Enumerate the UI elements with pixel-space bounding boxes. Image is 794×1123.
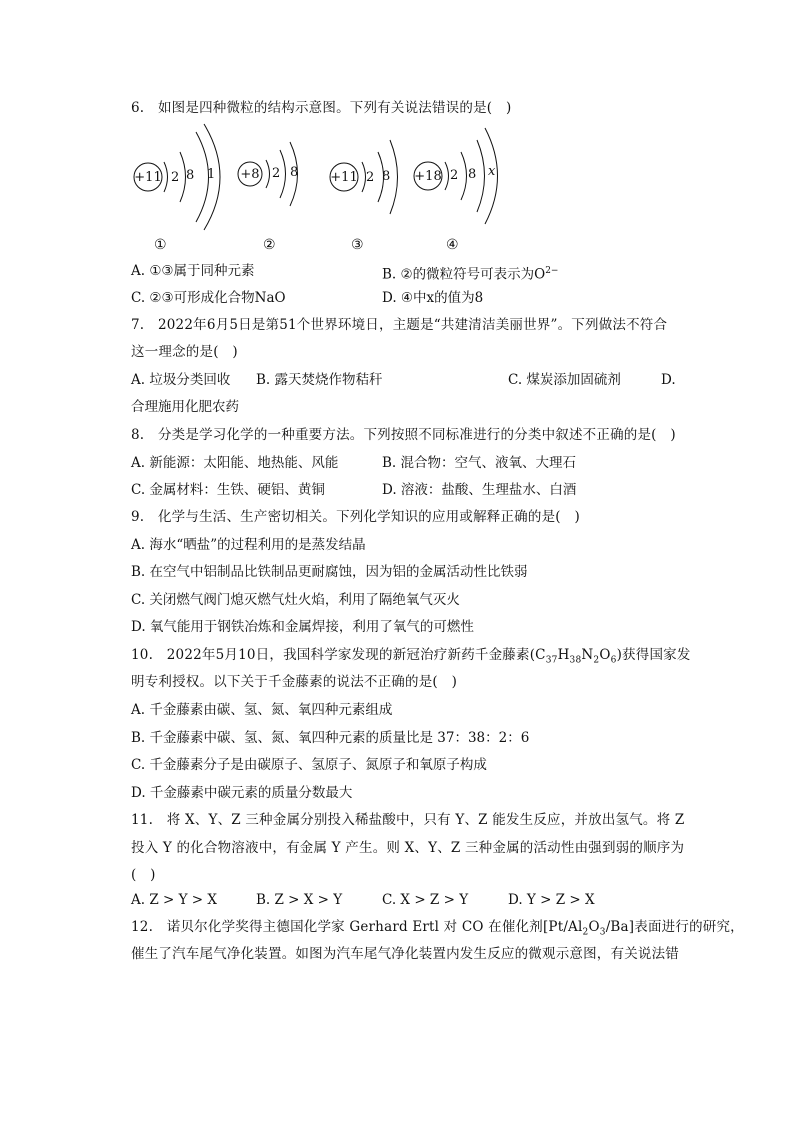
nucleus-text-4: +18 <box>414 169 442 184</box>
q8-option-d: D. 溶液：盐酸、生理盐水、白酒 <box>382 482 577 498</box>
q7-option-d-label: D. <box>661 372 676 388</box>
question-11-stem-line1: 11. 将 X、Y、Z 三种金属分别投入稀盐酸中，只有 Y、Z 能发生反应，并放出氢气。将 Z <box>131 812 685 828</box>
shell-text-1-3: 1 <box>207 167 216 182</box>
q12-o: O <box>588 919 600 935</box>
question-8-stem: 8. 分类是学习化学的一种重要方法。下列按照不同标准进行的分类中叙述不正确的是( ) <box>131 427 676 443</box>
question-10-stem-line1 <box>131 646 691 670</box>
q11-option-d: D. Y > Z > X <box>508 892 595 908</box>
atom-label-1: ① <box>154 237 167 253</box>
shell-text-3-1: 2 <box>366 170 375 185</box>
shell-arc-4-2 <box>461 152 467 200</box>
q6-option-b-charge: 2− <box>545 266 559 276</box>
atom-structure-svg <box>128 122 528 257</box>
q12-stem-post: /Ba]表面进行的研究， <box>605 919 744 935</box>
q10-sub-c: 37 <box>545 655 558 666</box>
q10-option-d: D. 千金藤素中碳元素的质量分数最大 <box>131 785 353 801</box>
q8-option-a: A. 新能源：太阳能、地热能、风能 <box>131 455 339 471</box>
shell-text-2-2: 8 <box>290 165 299 180</box>
question-7-stem-line2: 这一理念的是( ) <box>131 344 238 360</box>
q12-sub-al: 2 <box>582 927 589 938</box>
q8-option-c: C. 金属材料：生铁、硬铝、黄铜 <box>131 482 325 498</box>
shell-text-2-1: 2 <box>272 166 281 181</box>
shell-text-4-3: x <box>488 164 496 179</box>
q10-sub-o: 6 <box>610 655 617 666</box>
q10-stem-post: )获得国家发 <box>616 647 691 663</box>
q7-option-c: C. 煤炭添加固硫剂 <box>508 372 621 388</box>
shell-text-4-2: 8 <box>468 167 477 182</box>
q10-option-c: C. 千金藤素分子是由碳原子、氢原子、氮原子和氧原子构成 <box>131 757 487 773</box>
q6-option-c: C. ②③可形成化合物NaO <box>131 290 286 306</box>
question-10-stem-line2: 明专利授权。以下关于千金藤素的说法不正确的是( ) <box>131 674 458 690</box>
q7-option-a: A. 垃圾分类回收 <box>131 372 231 388</box>
question-12-stem-line1 <box>131 918 744 942</box>
q9-option-c: C. 关闭燃气阀门熄灭燃气灶火焰，利用了隔绝氧气灭火 <box>131 592 460 608</box>
q11-option-c: C. X > Z > Y <box>382 892 469 908</box>
shell-text-1-2: 8 <box>186 168 195 183</box>
q7-option-b: B. 露天焚烧作物秸秆 <box>256 372 383 388</box>
q6-option-d: D. ④中x的值为8 <box>382 290 484 306</box>
atom-label-2: ② <box>263 237 276 253</box>
atom-label-4: ④ <box>446 237 459 253</box>
atom-label-3: ③ <box>351 237 364 253</box>
shell-arc-1-2 <box>180 152 186 202</box>
nucleus-text-2: +8 <box>240 167 260 182</box>
question-11-stem-line2: 投入 Y 的化合物溶液中，有金属 Y 产生。则 X、Y、Z 三种金属的活动性由强到弱的顺序为 <box>131 840 685 856</box>
q9-option-a: A. 海水“晒盐”的过程利用的是蒸发结晶 <box>131 537 366 553</box>
q8-option-b: B. 混合物：空气、液氧、大理石 <box>382 455 577 471</box>
q10-sub-h: 38 <box>569 655 582 666</box>
q7-option-d-text: 合理施用化肥农药 <box>131 399 239 415</box>
q11-option-b: B. Z > X > Y <box>256 892 343 908</box>
q6-option-b <box>382 262 558 284</box>
q10-o: O <box>599 647 611 663</box>
q12-stem-pre: 12. 诺贝尔化学奖得主德国化学家 Gerhard Ertl 对 CO 在催化剂[Pt/Al <box>131 919 583 935</box>
question-9-stem: 9. 化学与生活、生产密切相关。下列化学知识的应用或解释正确的是( ) <box>131 509 580 525</box>
atom-structure-diagram <box>128 122 528 257</box>
shell-arc-4-1 <box>445 162 449 190</box>
question-11-stem-line3: ( ) <box>131 867 156 883</box>
shell-arc-3-3 <box>390 140 398 214</box>
q10-n: N <box>581 647 594 663</box>
shell-text-3-2: 8 <box>382 169 391 184</box>
q10-stem-pre: 10. 2022年5月10日，我国科学家发现的新冠治疗新药千金藤素(C <box>131 647 546 663</box>
question-6-stem: 6. 如图是四种微粒的结构示意图。下列有关说法错误的是( ) <box>131 100 512 116</box>
shell-text-4-1: 2 <box>450 168 459 183</box>
nucleus-text-1: +11 <box>134 170 162 185</box>
q11-option-a: A. Z > Y > X <box>131 892 218 908</box>
shell-arc-2-1 <box>266 160 270 188</box>
q6-option-b-text: B. ②的微粒符号可表示为O <box>382 266 546 283</box>
shell-arc-2-2 <box>280 150 286 198</box>
shell-arc-4-3 <box>477 140 485 212</box>
q10-option-a: A. 千金藤素由碳、氢、氮、氧四种元素组成 <box>131 702 393 718</box>
q10-h: H <box>557 647 570 663</box>
shell-text-1-1: 2 <box>171 170 180 185</box>
shell-arc-1-1 <box>164 162 168 192</box>
q9-option-b: B. 在空气中铝制品比铁制品更耐腐蚀，因为铝的金属活动性比铁弱 <box>131 564 528 580</box>
q12-sub-o: 3 <box>599 927 606 938</box>
q9-option-d: D. 氧气能用于钢铁冶炼和金属焊接，利用了氧气的可燃性 <box>131 619 474 635</box>
shell-arc-3-1 <box>362 162 366 192</box>
q10-sub-n: 2 <box>593 655 600 666</box>
nucleus-text-3: +11 <box>330 170 358 185</box>
q10-option-b: B. 千金藤素中碳、氢、氮、氧四种元素的质量比是 37：38：2：6 <box>131 730 530 746</box>
q6-option-a: A. ①③属于同种元素 <box>131 263 255 279</box>
question-12-stem-line2: 催生了汽车尾气净化装置。如图为汽车尾气净化装置内发生反应的微观示意图，有关说法错 <box>131 946 679 962</box>
question-7-stem-line1: 7. 2022年6月5日是第51个世界环境日，主题是“共建清洁美丽世界”。下列做法不符合 <box>131 317 668 333</box>
